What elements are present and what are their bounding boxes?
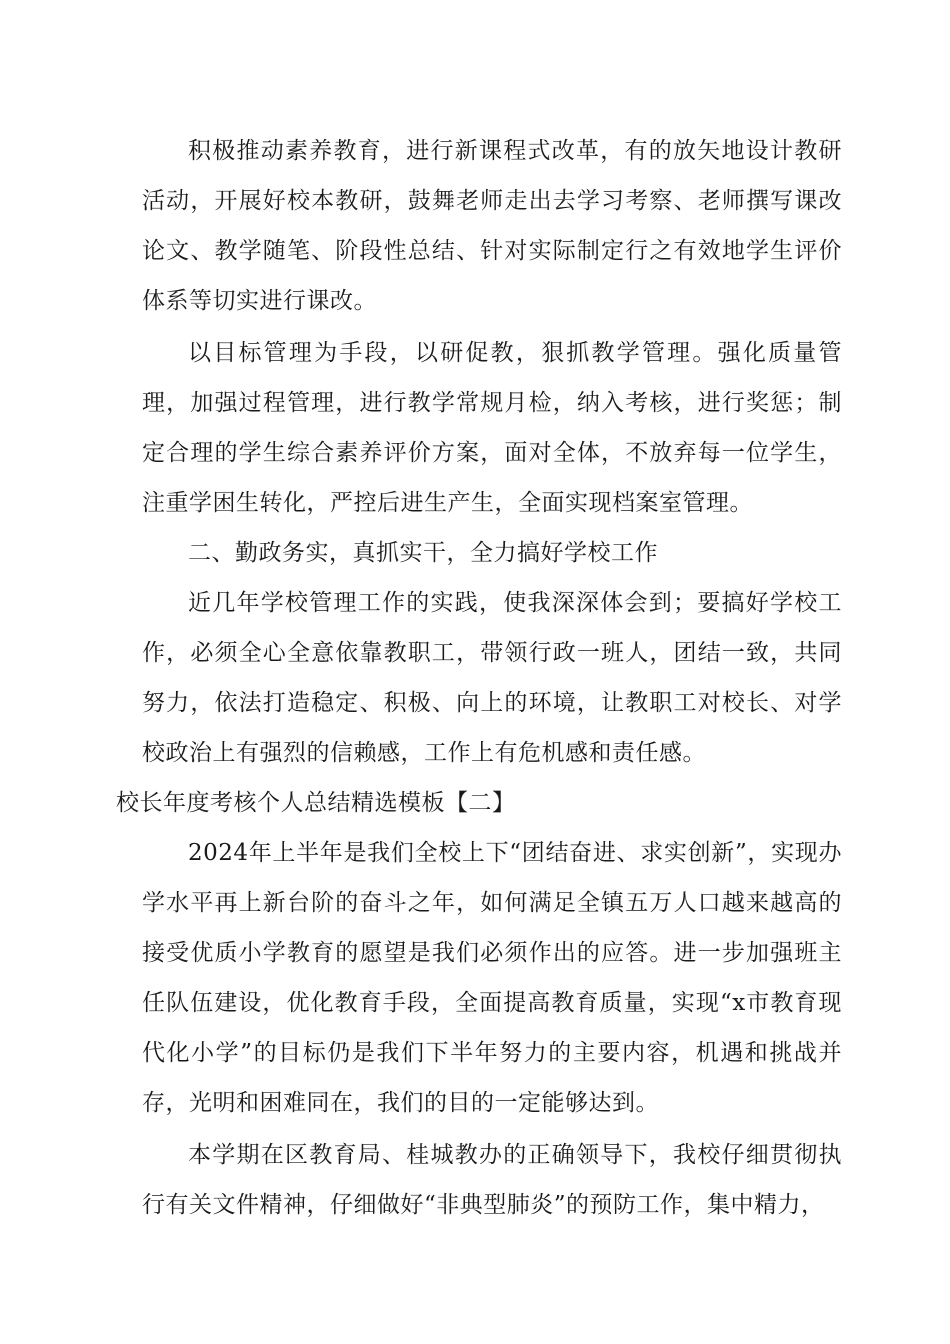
paragraph-quality-education: 积极推动素养教育，进行新课程式改革，有的放矢地设计教研活动，开展好校本教研，鼓舞老师走出去学习考察、老师撰写课改论文、教学随笔、阶段性总结、针对实际制定行之有效地学生评价体系等切实进行课改。 (142, 138, 842, 314)
section-heading: 二、勤政务实，真抓实干，全力搞好学校工作 (188, 540, 658, 566)
paragraph-first-half-year: 2024年上半年是我们全校上下“团结奋进、求实创新”，实现办学水平再上新台阶的奋斗之年，如何满足全镇五万人口越来越高的接受优质小学教育的愿望是我们必须作出的应答。进一步加强班主任队伍建设，优化教育手段，全面提高教育质量，实现“x市教育现代化小学”的目标仍是我们下半年努力的主要内容，机遇和挑战并存，光明和困难同在，我们的目的一定能够达到。 (142, 840, 842, 1116)
paragraph-semester: 本学期在区教育局、桂城教办的正确领导下，我校仔细贯彻执行有关文件精神，仔细做好“非典型肺炎”的预防工作，集中精力， (142, 1142, 842, 1218)
paragraph-management-practice: 近几年学校管理工作的实践，使我深深体会到；要搞好学校工作，必须全心全意依靠教职工，带领行政一班人，团结一致，共同努力，依法打造稳定、积极、向上的环境，让教职工对校长、对学校政治上有强烈的信赖感，工作上有危机感和责任感。 (142, 590, 842, 766)
paragraph-target-management: 以目标管理为手段，以研促教，狠抓教学管理。强化质量管理，加强过程管理，进行教学常规月检，纳入考核，进行奖惩；制定合理的学生综合素养评价方案，面对全体，不放弃每一位学生，注重学困生转化，严控后进生产生，全面实现档案室管理。 (142, 340, 842, 516)
document-body (116, 126, 842, 1230)
document-subtitle: 校长年度考核个人总结精选模板【二】 (116, 790, 516, 816)
